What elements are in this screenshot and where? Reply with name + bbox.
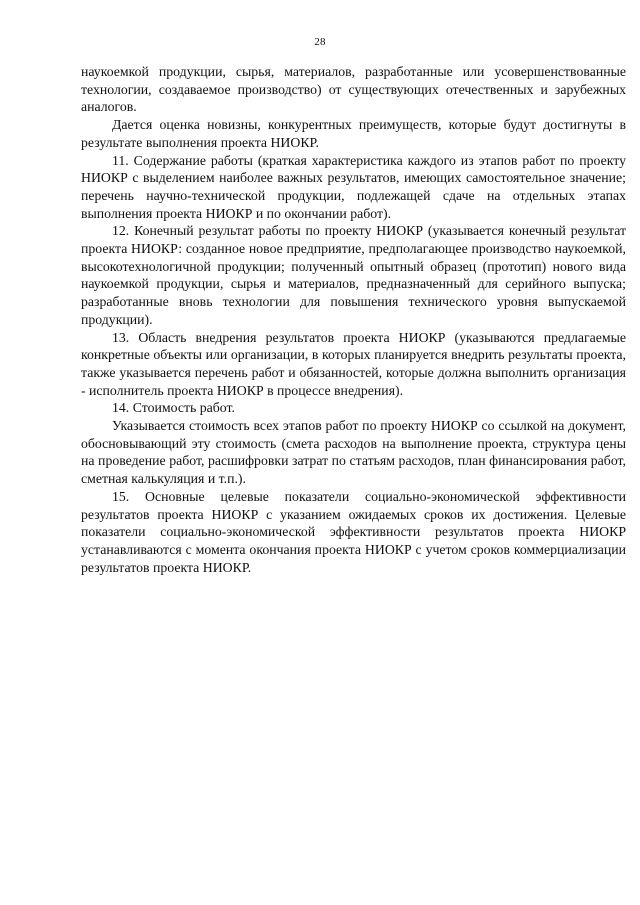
paragraph-continuation: наукоемкой продукции, сырья, материалов, разработанные или усовершенствованные технологии, создаваемое производство) от существующих отечественных и зарубежных аналогов. [81,64,626,115]
paragraph-item-15: 15. Основные целевые показатели социально-экономической эффективности результатов проекта НИОКР с указанием ожидаемых сроков их достижения. Целевые показатели социально-экономической эффективности результатов проекта НИОКР устанавливаются с момента окончания проекта НИОКР с учетом сроков коммерциализации результатов проекта НИОКР. [81,488,626,575]
paragraph-item-11: 11. Содержание работы (краткая характеристика каждого из этапов работ по проекту НИОКР с выделением наиболее важных результатов, имеющих самостоятельное значение; перечень научно-технической продукции, подлежащей сдаче на отдельных этапах выполнения проекта НИОКР и по окончании работ). [81,152,626,221]
document-body [81,63,626,576]
page-number: 28 [314,36,326,48]
paragraph-item-14: 14. Стоимость работ. [112,400,235,416]
paragraph-item-12: 12. Конечный результат работы по проекту НИОКР (указывается конечный результат проекта НИОКР: созданное новое предприятие, предполагающее производство наукоемкой, высокотехнологичной продукции; полученный опытный образец (прототип) нового вида наукоемкой продукции, сырья и материалов, предназначенный для серийного выпуска; разработанные вновь технологии для повышения технического уровня выпускаемой продукции). [81,223,626,327]
paragraph-novelty: Дается оценка новизны, конкурентных преимуществ, которые будут достигнуты в результате выполнения проекта НИОКР. [81,117,626,150]
paragraph-cost: Указывается стоимость всех этапов работ по проекту НИОКР со ссылкой на документ, обосновывающий эту стоимость (смета расходов на выполнение проекта, структура цены на проведение работ, расшифровки затрат по статьям расходов, план финансирования работ, сметная калькуляция и т.п.). [81,418,626,487]
paragraph-item-13: 13. Область внедрения результатов проекта НИОКР (указываются предлагаемые конкретные объекты или организации, в которых планируется внедрить результаты проекта, также указывается перечень работ и обязанностей, которые должна выполнить организация - исполнитель проекта НИОКР в процессе внедрения). [81,329,626,398]
